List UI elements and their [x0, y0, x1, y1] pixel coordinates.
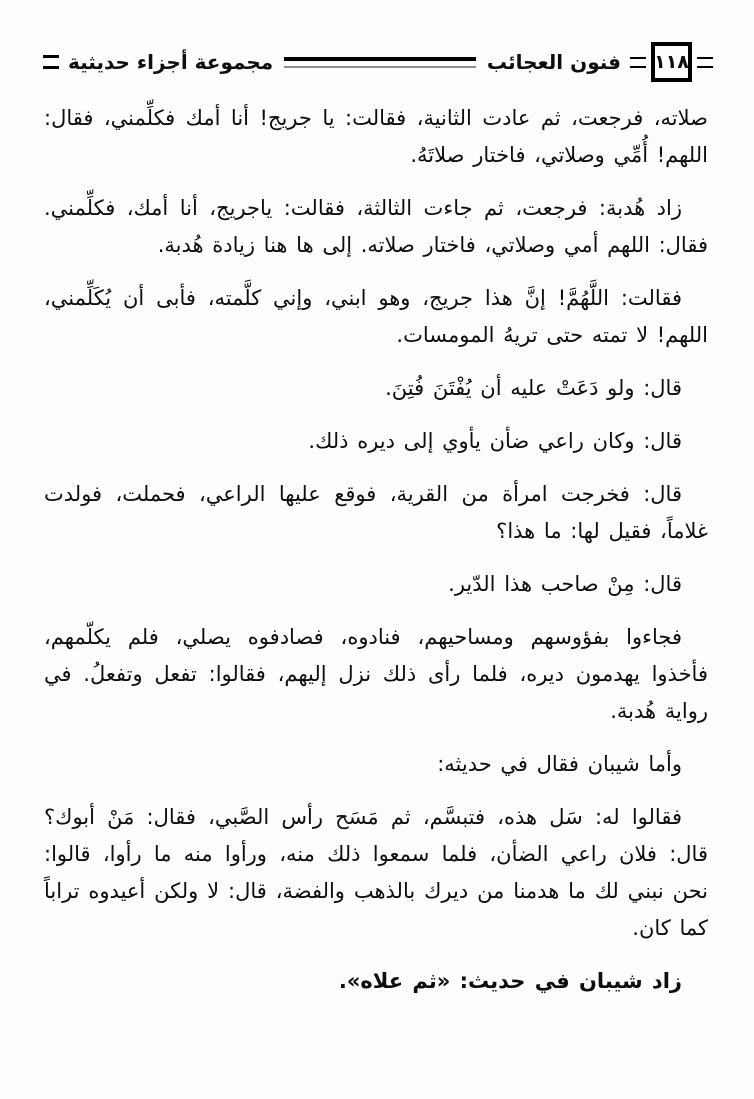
header-rule-far-right: [697, 57, 713, 68]
header-rule-left: [43, 55, 59, 69]
paragraph-addition: زاد شيبان في حديث: «ثم علاه».: [338, 969, 682, 993]
paragraph: وأما شيبان فقال في حديثه:: [437, 752, 682, 776]
header-rule-right: [630, 57, 646, 68]
page-body: [0, 82, 754, 1000]
page-header: [0, 0, 754, 82]
paragraph: قال: ولو دَعَتْ عليه أن يُفْتَنَ فُتِنَ.: [385, 376, 682, 400]
paragraph: فقالت: اللَّهُمَّ! إنَّ هذا جريج، وهو ابني، وإني كلَّمته، فأبى أن يُكَلِّمني، اللهم! لا تمته حتى تريهُ المومسات.: [44, 286, 708, 347]
series-title: مجموعة أجزاء حديثية: [68, 50, 274, 74]
header-divider-rule: [284, 57, 476, 68]
paragraph: قال: مِنْ صاحب هذا الدّير.: [448, 572, 682, 596]
paragraph: فقالوا له: سَل هذه، فتبسَّم، ثم مَسَح رأس الصَّبي، فقال: مَنْ أبوك؟ قال: فلان راعي الضأن، فلما سمعوا ذلك منه، ورأوا منه ما رأوا، قالوا: نحن نبني لك ما هدمنا من ديرك بالذهب والفضة، قال: لا ولكن أعيدوه تراباً كما كان.: [44, 805, 708, 940]
book-title: فنون العجائب: [486, 50, 621, 74]
paragraph: قال: وكان راعي ضأن يأوي إلى ديره ذلك.: [308, 429, 682, 453]
page-number-box: [651, 42, 692, 82]
paragraph: قال: فخرجت امرأة من القرية، فوقع عليها الراعي، فحملت، فولدت غلاماً، فقيل لها: ما هذا؟: [44, 482, 708, 543]
paragraph: زاد هُدبة: فرجعت، ثم جاءت الثالثة، فقالت: ياجريج، أنا أمك، فكلِّمني. فقال: اللهم أمي وصلاتي، فاختار صلاته. إلى ها هنا زيادة هُدبة.: [44, 196, 708, 257]
paragraph: صلاته، فرجعت، ثم عادت الثانية، فقالت: يا جريج! أنا أمك فكلِّمني، فقال: اللهم! أُمِّي وصلاتي، فاختار صلاتَهُ.: [44, 106, 708, 167]
page-number: ١١٨: [654, 50, 689, 73]
paragraph: فجاءوا بفؤوسهم ومساحيهم، فنادوه، فصادفوه يصلي، فلم يكلّمهم، فأخذوا يهدمون ديره، فلما رأى ذلك نزل إليهم، فقالوا: تفعل وتفعلُ. في رواية هُدبة.: [44, 625, 708, 723]
